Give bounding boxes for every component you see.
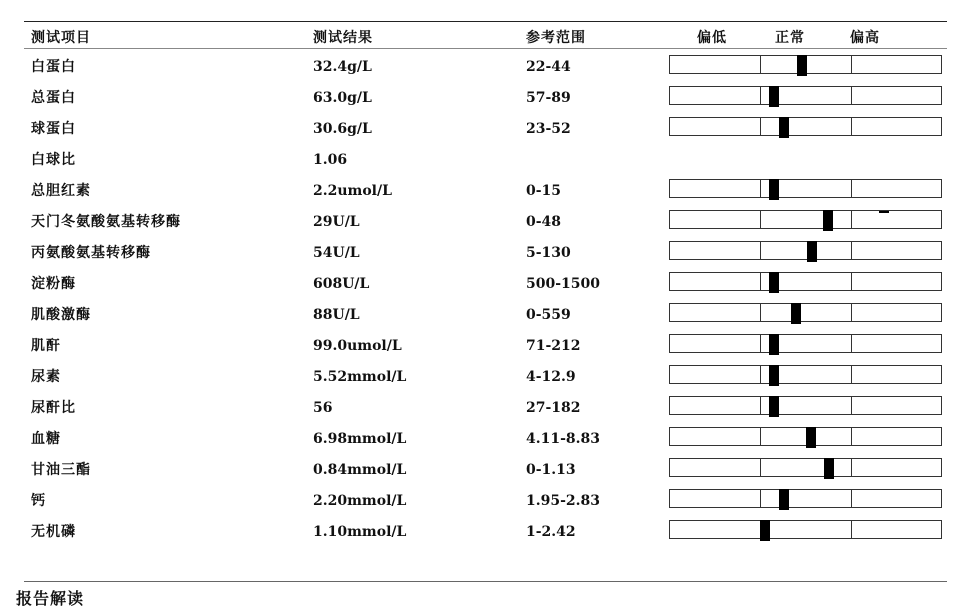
test-name: 丙氨酸氨基转移酶 [31,245,151,261]
range-gauge [669,303,942,322]
test-name: 总胆红素 [31,183,91,199]
value-marker [769,334,779,355]
low-normal-divider [760,428,761,445]
test-name: 肌酸激酶 [31,307,91,323]
value-marker [760,520,770,541]
value-marker [797,55,807,76]
value-marker [779,489,789,510]
value-marker [769,179,779,200]
test-name: 天门冬氨酸氨基转移酶 [31,214,181,230]
test-name: 血糖 [31,431,61,447]
test-result: 0.84mmol/L [313,462,407,478]
range-gauge [669,427,942,446]
reference-range: 0-1.13 [526,462,576,478]
low-normal-divider [760,211,761,228]
top-rule [24,21,947,22]
test-result: 2.20mmol/L [313,493,407,509]
test-name: 尿素 [31,369,61,385]
range-gauge [669,396,942,415]
range-gauge [669,458,942,477]
low-normal-divider [760,180,761,197]
value-marker [791,303,801,324]
header-normal: 正常 [775,30,805,46]
test-result: 608U/L [313,276,370,292]
test-name: 总蛋白 [31,90,76,106]
value-marker [779,117,789,138]
value-marker [824,458,834,479]
low-normal-divider [760,335,761,352]
table-row [0,334,970,365]
low-normal-divider [760,273,761,290]
reference-range: 500-1500 [526,276,600,292]
value-marker [769,86,779,107]
test-result: 99.0umol/L [313,338,402,354]
value-marker [823,210,833,231]
normal-high-divider [851,87,852,104]
test-result: 30.6g/L [313,121,372,137]
reference-range: 0-15 [526,183,562,199]
value-marker [769,396,779,417]
reference-range: 27-182 [526,400,581,416]
normal-high-divider [851,180,852,197]
test-name: 尿酐比 [31,400,76,416]
range-gauge [669,272,942,291]
reference-range: 71-212 [526,338,581,354]
footer-rule [24,581,947,582]
test-name: 球蛋白 [31,121,76,137]
test-result: 32.4g/L [313,59,372,75]
range-gauge [669,55,942,74]
test-result: 88U/L [313,307,360,323]
low-normal-divider [760,56,761,73]
header-range: 参考范围 [526,30,586,46]
reference-range: 57-89 [526,90,571,106]
reference-range: 0-559 [526,307,571,323]
table-row [0,427,970,458]
test-name: 无机磷 [31,524,76,540]
table-row [0,55,970,86]
header-low: 偏低 [697,30,727,46]
table-row [0,148,970,179]
reference-range: 4-12.9 [526,369,576,385]
normal-high-divider [851,335,852,352]
normal-high-divider [851,118,852,135]
test-result: 29U/L [313,214,360,230]
test-result: 1.06 [313,152,348,168]
test-result: 1.10mmol/L [313,524,407,540]
reference-range: 0-48 [526,214,562,230]
normal-high-divider [851,211,852,228]
reference-range: 1.95-2.83 [526,493,601,509]
header-item: 测试项目 [31,30,91,46]
reference-range: 23-52 [526,121,571,137]
range-gauge [669,117,942,136]
range-gauge [669,210,942,229]
normal-high-divider [851,397,852,414]
test-name: 肌酐 [31,338,61,354]
table-row [0,117,970,148]
low-normal-divider [760,242,761,259]
value-marker [806,427,816,448]
test-result: 6.98mmol/L [313,431,407,447]
table-row [0,520,970,551]
test-name: 钙 [31,493,46,509]
normal-high-divider [851,490,852,507]
normal-high-divider [851,56,852,73]
range-gauge [669,241,942,260]
range-gauge [669,334,942,353]
test-name: 甘油三酯 [31,462,91,478]
normal-high-divider [851,459,852,476]
test-result: 2.2umol/L [313,183,392,199]
low-normal-divider [760,490,761,507]
range-gauge [669,365,942,384]
test-result: 63.0g/L [313,90,372,106]
reference-range: 4.11-8.83 [526,431,601,447]
test-result: 54U/L [313,245,360,261]
reference-range: 22-44 [526,59,571,75]
normal-high-divider [851,242,852,259]
low-normal-divider [760,397,761,414]
low-normal-divider [760,87,761,104]
table-row [0,489,970,520]
reference-range: 1-2.42 [526,524,576,540]
table-row [0,179,970,210]
table-row [0,365,970,396]
range-gauge [669,179,942,198]
table-row [0,458,970,489]
table-row [0,86,970,117]
report-interpretation-title: 报告解读 [16,589,85,608]
header-rule [24,48,947,49]
low-normal-divider [760,304,761,321]
normal-high-divider [851,366,852,383]
low-normal-divider [760,459,761,476]
table-row [0,396,970,427]
value-marker [769,365,779,386]
test-name: 淀粉酶 [31,276,76,292]
table-row [0,241,970,272]
range-gauge [669,520,942,539]
table-row [0,303,970,334]
header-result: 测试结果 [313,30,373,46]
reference-range: 5-130 [526,245,571,261]
normal-high-divider [851,521,852,538]
normal-high-divider [851,304,852,321]
range-gauge [669,86,942,105]
test-result: 5.52mmol/L [313,369,407,385]
value-marker [807,241,817,262]
test-result: 56 [313,400,333,416]
low-normal-divider [760,366,761,383]
tick-mark [879,211,889,213]
low-normal-divider [760,118,761,135]
table-row [0,210,970,241]
range-gauge [669,489,942,508]
test-name: 白球比 [31,152,76,168]
table-row [0,272,970,303]
normal-high-divider [851,273,852,290]
test-name: 白蛋白 [31,59,76,75]
value-marker [769,272,779,293]
normal-high-divider [851,428,852,445]
header-high: 偏高 [850,30,880,46]
